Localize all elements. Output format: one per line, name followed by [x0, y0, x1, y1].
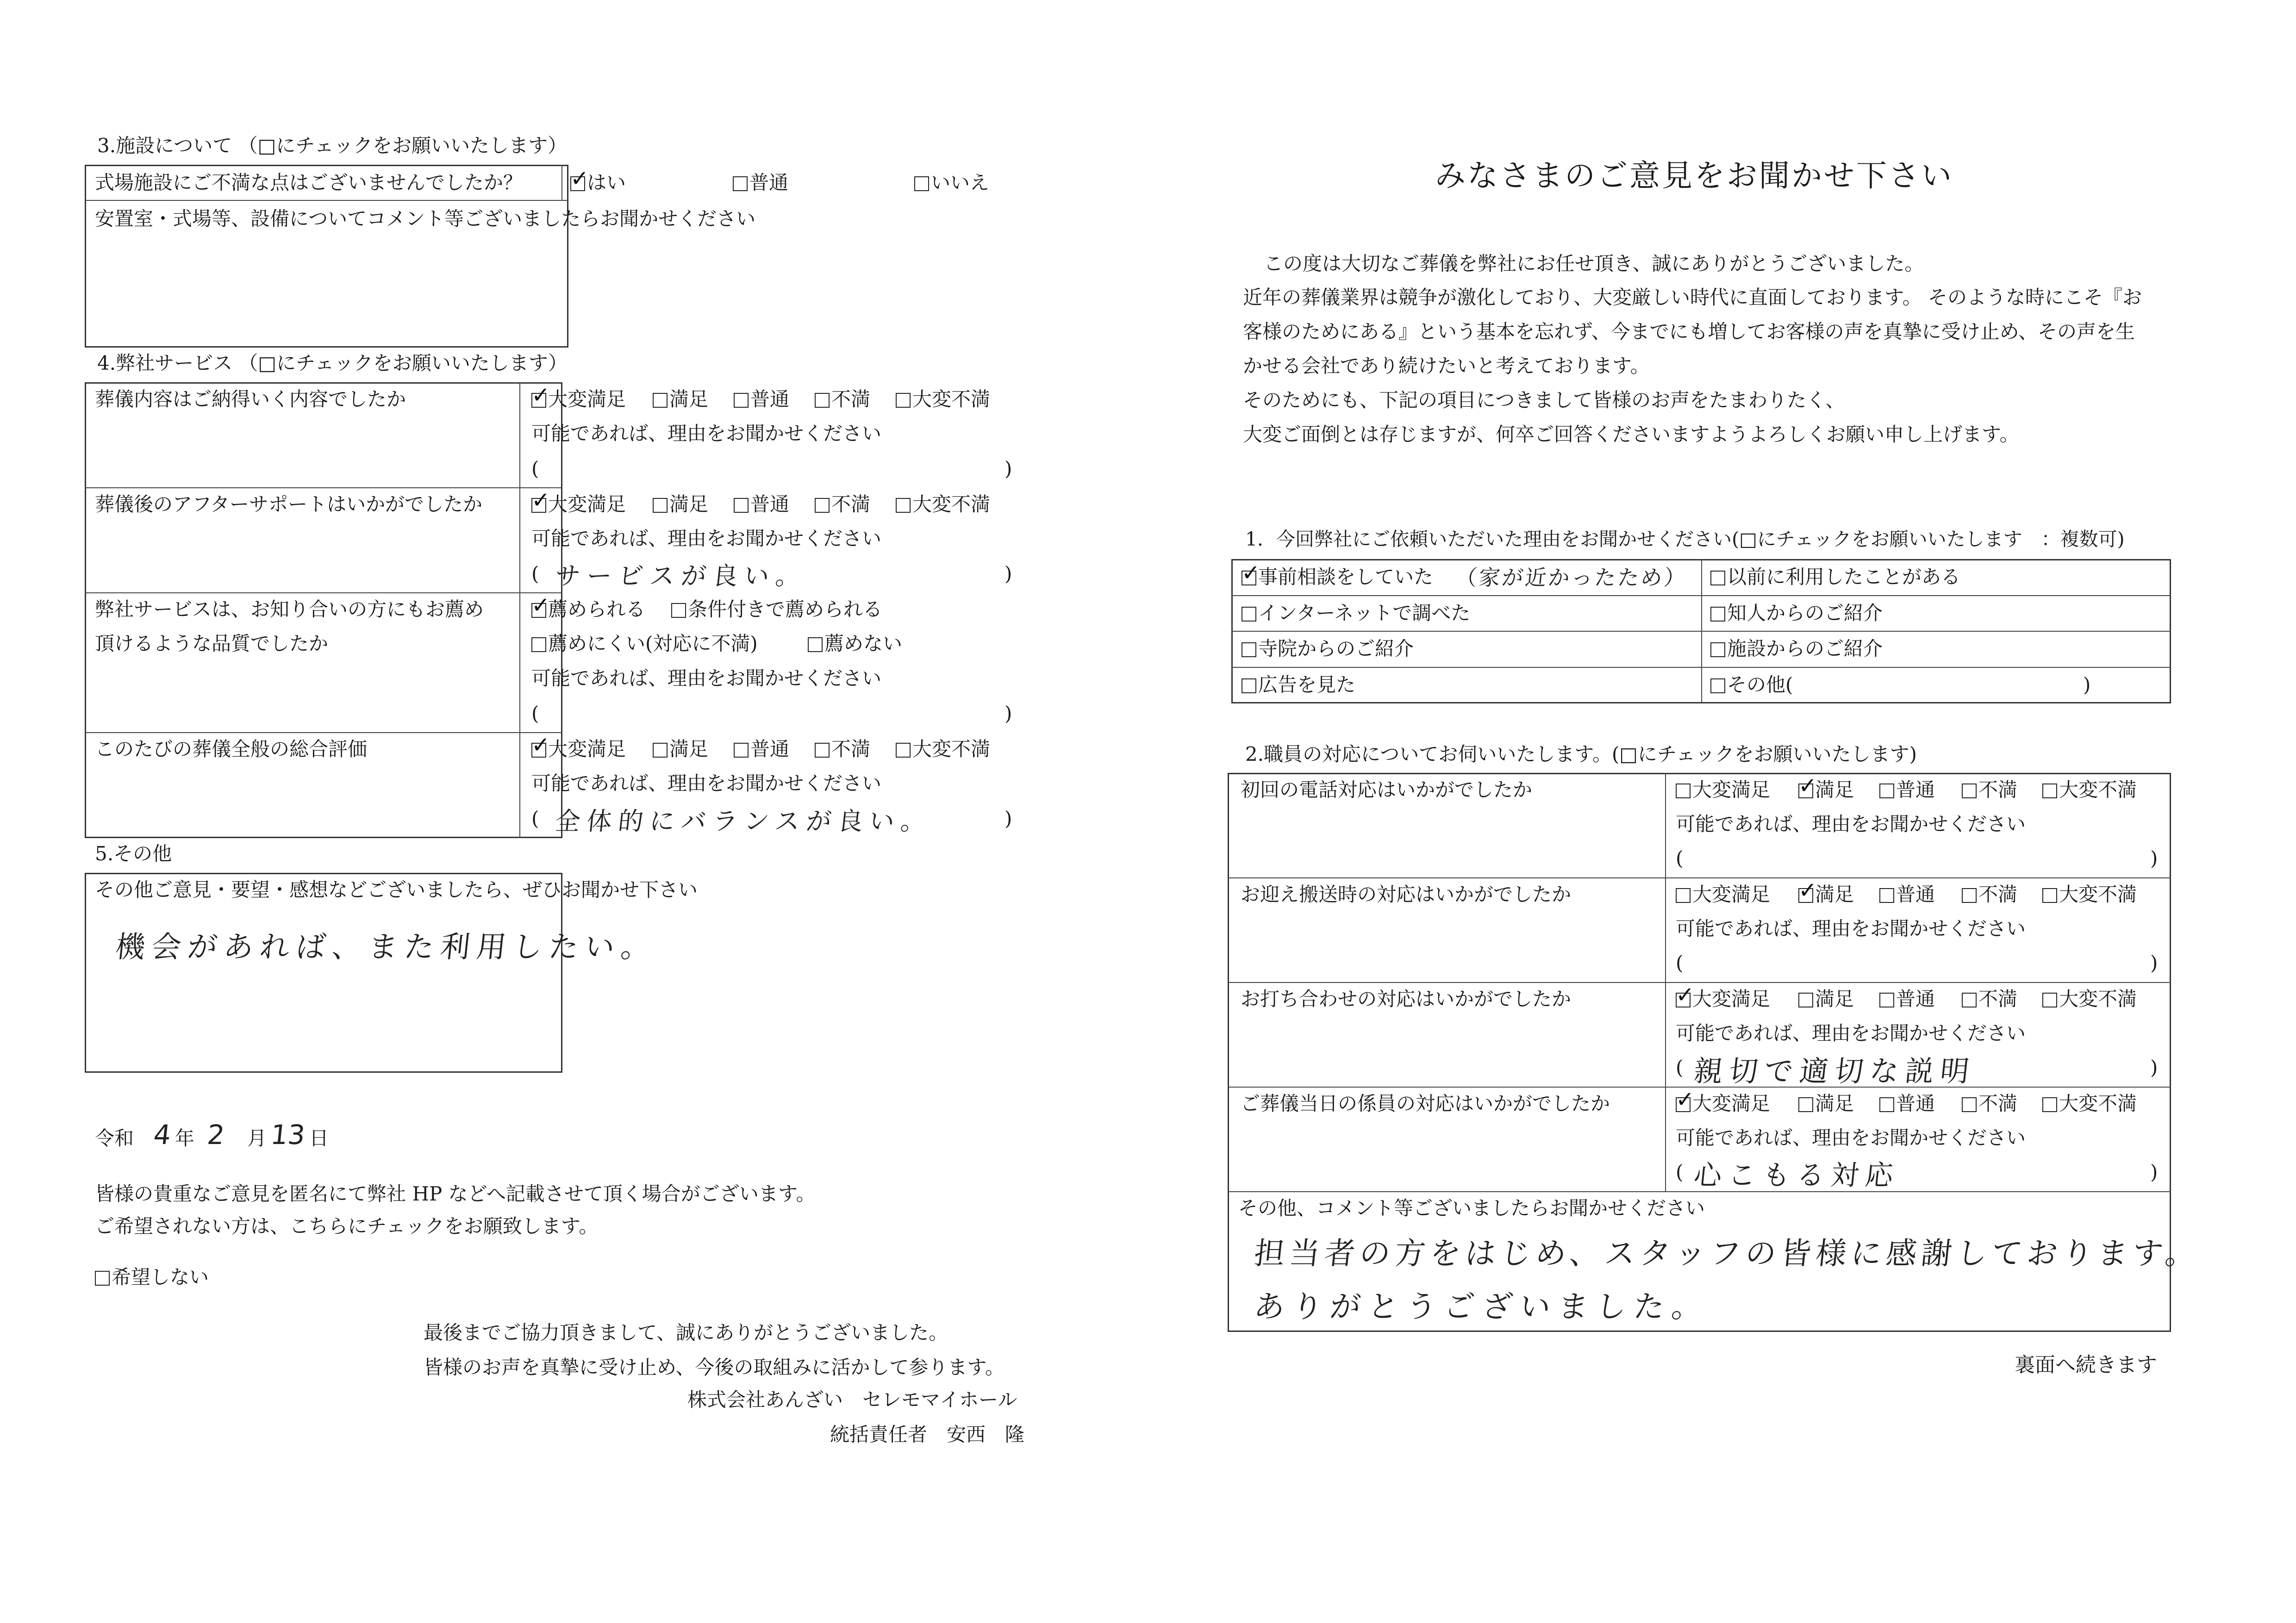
- checkbox-icon[interactable]: [1798, 1097, 1813, 1112]
- checkbox-icon[interactable]: [734, 393, 749, 408]
- sec2-row4-answer[interactable]: 心こもる対応: [1692, 1159, 1902, 1192]
- sec2-row1-opt1[interactable]: 大変満足: [1676, 778, 1770, 802]
- sec2-row4-opt1[interactable]: ✓ 大変満足: [1676, 1092, 1770, 1115]
- close-paren: ): [2150, 847, 2158, 870]
- checkbox-checked-icon[interactable]: [1798, 784, 1813, 798]
- checkbox-icon[interactable]: [1710, 607, 1725, 622]
- sec4-row4-answer[interactable]: 全体的にバランスが良い。: [554, 807, 934, 836]
- checkbox-checked-icon[interactable]: [1676, 993, 1691, 1007]
- checkbox-icon[interactable]: [1962, 888, 1977, 903]
- checkbox-icon[interactable]: [1710, 642, 1725, 657]
- sec2-row3-opt3[interactable]: 普通: [1879, 988, 1935, 1011]
- checkbox-icon[interactable]: [1879, 888, 1894, 903]
- checkbox-icon[interactable]: [653, 743, 668, 758]
- sec1-opt-temple[interactable]: 寺院からのご紹介: [1242, 637, 1414, 660]
- sec1-opt-prior-consult[interactable]: ✓事前相談をしていた: [1242, 566, 1433, 589]
- checkbox-checked-icon[interactable]: [570, 176, 585, 191]
- divider: [85, 200, 568, 201]
- checkbox-icon[interactable]: [1798, 993, 1813, 1007]
- date-year-unit: 年: [175, 1127, 195, 1150]
- checkbox-icon[interactable]: [671, 603, 686, 618]
- sec4-row1-opt4[interactable]: 不満: [815, 388, 870, 411]
- sec4-row4-opt5[interactable]: 大変不満: [896, 738, 990, 761]
- open-paren: (: [1676, 1161, 1684, 1183]
- sec2-row4-reason-prompt: 可能であれば、理由をお聞かせください: [1676, 1126, 2026, 1149]
- sec2-row3-answer[interactable]: 親切で適切な説明: [1692, 1054, 1978, 1088]
- open-paren: (: [531, 562, 539, 585]
- close-paren: ): [1004, 702, 1012, 725]
- sec2-row1-reason-prompt: 可能であれば、理由をお聞かせください: [1676, 813, 2026, 835]
- checkbox-icon[interactable]: [896, 743, 911, 758]
- sec2-heading: 2.職員の対応についてお伺いいたします。(□にチェックをお願いいたします): [1245, 743, 1917, 765]
- sec4-row1-opt2[interactable]: 満足: [653, 388, 708, 411]
- checkbox-checked-icon[interactable]: [531, 393, 546, 408]
- sec4-heading: 4.弊社サービス （□にチェックをお願いいたします）: [97, 352, 568, 374]
- checkbox-icon[interactable]: [734, 743, 749, 758]
- continue-note: 裏面へ続きます: [2015, 1353, 2157, 1377]
- open-paren: (: [1676, 1056, 1684, 1079]
- close-paren: ): [1004, 562, 1012, 585]
- checkbox-icon[interactable]: [896, 498, 911, 513]
- checkbox-icon[interactable]: [1962, 993, 1977, 1007]
- sec2-row1-question: 初回の電話対応はいかがでしたか: [1241, 778, 1533, 801]
- checkbox-icon[interactable]: [733, 176, 748, 191]
- closing-line2: 皆様のお声を真摯に受け止め、今後の取組みに活かして参ります。: [424, 1356, 1004, 1379]
- date-month[interactable]: 2: [206, 1119, 233, 1150]
- checkbox-icon[interactable]: [1710, 571, 1725, 585]
- sec1-opt-acquaintance[interactable]: 知人からのご紹介: [1710, 602, 1883, 625]
- checkbox-icon[interactable]: [1242, 642, 1256, 657]
- checkbox-icon[interactable]: [653, 393, 668, 408]
- sec4-row2-reason-prompt: 可能であれば、理由をお聞かせください: [531, 527, 882, 550]
- sec5-prompt: その他ご意見・要望・感想などございましたら、ぜひお聞かせ下さい: [95, 878, 698, 901]
- sec2-row1-opt4[interactable]: 不満: [1962, 778, 2017, 802]
- sec2-row3-opt5[interactable]: 大変不満: [2042, 988, 2137, 1011]
- checkbox-icon[interactable]: [2042, 1097, 2057, 1112]
- sec5-answer[interactable]: 機会があれば、また利用したい。: [113, 930, 659, 964]
- checkbox-icon[interactable]: [2042, 993, 2057, 1007]
- checkbox-icon[interactable]: [896, 393, 911, 408]
- sec4-row1-opt5[interactable]: 大変不満: [896, 388, 990, 411]
- checkbox-icon[interactable]: [1879, 784, 1894, 798]
- sec4-row4-opt4[interactable]: 不満: [815, 738, 870, 761]
- sec2-row1-opt3[interactable]: 普通: [1879, 778, 1935, 802]
- close-paren: ): [1004, 457, 1012, 480]
- intro-line3: 客様のためにある』という基本を忘れず、今までにも増してお客様の声を真摯に受け止め、その声を生: [1243, 320, 2135, 343]
- notice-line1: 皆様の貴重なご意見を匿名にて弊社 HP などへ記載させて頂く場合がございます。: [95, 1182, 816, 1205]
- sec3-option-normal[interactable]: 普通: [733, 171, 788, 194]
- checkbox-icon[interactable]: [95, 1271, 110, 1286]
- date-day[interactable]: 13: [269, 1119, 307, 1150]
- checkbox-icon[interactable]: [815, 498, 830, 513]
- sec2-row4-opt2[interactable]: 満足: [1798, 1092, 1854, 1115]
- close-paren: ): [2150, 1161, 2158, 1183]
- manager-name: 統括責任者 安西 隆: [830, 1423, 1025, 1446]
- sec2-row2-opt4[interactable]: 不満: [1962, 883, 2017, 906]
- sec4-row4-opt2[interactable]: 満足: [653, 738, 708, 761]
- checkbox-icon[interactable]: [1879, 993, 1894, 1007]
- open-paren: (: [1676, 951, 1684, 974]
- sec2-row3-reason-prompt: 可能であれば、理由をお聞かせください: [1676, 1022, 2026, 1045]
- sec4-row3-reason-prompt: 可能であれば、理由をお聞かせください: [531, 667, 882, 690]
- sec4-row4-question: このたびの葬儀全般の総合評価: [95, 738, 368, 760]
- sec1-heading: 1．今回弊社にご依頼いただいた理由をお聞かせください(□にチェックをお願いいたします ：複数可): [1245, 528, 2125, 550]
- checkbox-icon[interactable]: [914, 176, 929, 191]
- sec2-other-answer-line2[interactable]: ありがとうございました。: [1252, 1289, 1712, 1325]
- sec1-opt-other[interactable]: その他(: [1710, 673, 1793, 696]
- intro-line5: そのためにも、下記の項目につきまして皆様のお声をたまわりたく、: [1243, 389, 1845, 411]
- checkbox-icon[interactable]: [1962, 1097, 1977, 1112]
- sec3-option-no[interactable]: いいえ: [914, 171, 989, 194]
- open-paren: (: [531, 457, 539, 480]
- checkbox-icon[interactable]: [734, 498, 749, 513]
- sec4-row2-question: 葬儀後のアフターサポートはいかがでしたか: [95, 493, 483, 516]
- close-paren: ): [2083, 673, 2091, 696]
- open-paren: (: [531, 702, 539, 725]
- sec1-opt-ad[interactable]: 広告を見た: [1242, 673, 1355, 696]
- sec2-row2-opt3[interactable]: 普通: [1879, 883, 1935, 906]
- intro-line6: 大変ご面倒とは存じますが、何卒ご回答くださいますようよろしくお願い申し上げます。: [1243, 423, 2019, 446]
- sec2-row3-opt4[interactable]: 不満: [1962, 988, 2017, 1011]
- sec1-opt-facility[interactable]: 施設からのご紹介: [1710, 637, 1883, 660]
- intro-line4: かせる会社であり続けたいと考えております。: [1243, 354, 1650, 377]
- open-paren: (: [1676, 847, 1684, 870]
- close-paren: ): [2150, 951, 2158, 974]
- checkbox-checked-icon[interactable]: [531, 498, 546, 513]
- sec4-row2-answer[interactable]: サービスが良い。: [554, 561, 809, 591]
- no-publish-checkbox[interactable]: 希望しない: [95, 1266, 209, 1289]
- sec5-heading: 5.その他: [95, 842, 172, 865]
- checkbox-icon[interactable]: [815, 393, 830, 408]
- sec3-question: 式場施設にご不満な点はございませんでしたか？: [95, 171, 523, 194]
- sec2-row1-opt5[interactable]: 大変不満: [2042, 778, 2137, 802]
- checkbox-icon[interactable]: [2042, 784, 2057, 798]
- sec4-row4-opt1[interactable]: ✓ 大変満足: [531, 738, 626, 761]
- sec4-row2-opt1[interactable]: ✓ 大変満足: [531, 493, 626, 516]
- close-paren: ): [1004, 807, 1012, 830]
- sec1-opt-used-before[interactable]: 以前に利用したことがある: [1710, 566, 1960, 589]
- date-day-unit: 日: [309, 1127, 329, 1150]
- sec1-opt-internet[interactable]: インターネットで調べた: [1242, 602, 1470, 625]
- checkbox-icon[interactable]: [1879, 1097, 1894, 1112]
- date-month-unit: 月: [247, 1127, 267, 1150]
- sec2-row2-opt2[interactable]: ✓ 満足: [1798, 883, 1854, 906]
- checkbox-icon[interactable]: [1242, 678, 1256, 693]
- sec4-row1-reason-prompt: 可能であれば、理由をお聞かせください: [531, 422, 882, 445]
- sec2-other-prompt: その他、コメント等ございましたらお聞かせください: [1238, 1197, 1705, 1219]
- sec2-row3-question: お打ち合わせの対応はいかがでしたか: [1241, 988, 1572, 1010]
- sec2-row4-opt5[interactable]: 大変不満: [2042, 1092, 2137, 1115]
- sec4-row2-opt3[interactable]: 普通: [734, 493, 789, 516]
- checkbox-checked-icon[interactable]: [1242, 571, 1256, 585]
- sec4-row2-opt5[interactable]: 大変不満: [896, 493, 990, 516]
- checkbox-checked-icon[interactable]: [531, 603, 546, 618]
- sec4-row3-opt3[interactable]: 薦めにくい(対応に不満): [531, 632, 758, 655]
- checkbox-icon[interactable]: [531, 637, 546, 652]
- divider: [519, 382, 520, 838]
- sec3-heading: 3.施設について （□にチェックをお願いいたします）: [97, 134, 568, 157]
- intro-line1: この度は大切なご葬儀を弊社にお任せ頂き、誠にありがとうございました。: [1264, 252, 1924, 275]
- sec2-other-answer-line1[interactable]: 担当者の方をはじめ、スタッフの皆様に感謝しております。: [1252, 1236, 2202, 1271]
- sec3-comment-prompt: 安置室・式場等、設備についてコメント等ございましたらお聞かせください: [95, 207, 756, 230]
- notice-line2: ご希望されない方は、こちらにチェックをお願致します。: [95, 1215, 599, 1237]
- checkbox-icon[interactable]: [1962, 784, 1977, 798]
- sec2-row2-opt1[interactable]: 大変満足: [1676, 883, 1770, 906]
- sec4-row4-opt3[interactable]: 普通: [734, 738, 789, 761]
- sec4-row3-opt4[interactable]: 薦めない: [808, 632, 902, 655]
- sec2-row2-question: お迎え搬送時の対応はいかがでしたか: [1241, 883, 1572, 906]
- sec2-row1-opt2[interactable]: ✓ 満足: [1798, 778, 1854, 802]
- sec2-row3-opt1[interactable]: ✓ 大変満足: [1676, 988, 1770, 1011]
- sec5-box: [85, 873, 562, 1073]
- checkbox-checked-icon[interactable]: [531, 743, 546, 758]
- intro-line2: 近年の葬儀業界は競争が激化しており、大変厳しい時代に直面しております。 そのような時にこそ『お: [1243, 286, 2142, 309]
- checkbox-icon[interactable]: [808, 637, 823, 652]
- sec2-row4-opt3[interactable]: 普通: [1879, 1092, 1935, 1115]
- sec4-row3-question-line1: 弊社サービスは、お知り合いの方にもお薦め: [95, 598, 484, 621]
- sec4-row4-reason-prompt: 可能であれば、理由をお聞かせください: [531, 772, 882, 795]
- checkbox-icon[interactable]: [1676, 888, 1691, 903]
- sec4-row3-question-line2: 頂けるような品質でしたか: [95, 632, 329, 655]
- checkbox-icon[interactable]: [653, 498, 668, 513]
- checkbox-icon[interactable]: [815, 743, 830, 758]
- sec1-note[interactable]: （家が近かったため）: [1454, 565, 1689, 590]
- sec4-row1-opt1[interactable]: ✓ 大変満足: [531, 388, 626, 411]
- checkbox-icon[interactable]: [2042, 888, 2057, 903]
- checkbox-icon[interactable]: [1242, 607, 1256, 622]
- checkbox-checked-icon[interactable]: [1798, 888, 1813, 903]
- checkbox-checked-icon[interactable]: [1676, 1097, 1691, 1112]
- sec4-row1-question: 葬儀内容はご納得いく内容でしたか: [95, 388, 406, 410]
- closing-line1: 最後までご協力頂きまして、誠にありがとうございました。: [424, 1321, 948, 1344]
- sec3-option-yes[interactable]: ✓ はい: [570, 171, 626, 194]
- sec2-row4-question: ご葬儀当日の係員の対応はいかがでしたか: [1241, 1092, 1610, 1115]
- sec2-row3-opt2[interactable]: 満足: [1798, 988, 1854, 1011]
- sec2-row2-reason-prompt: 可能であれば、理由をお聞かせください: [1676, 917, 2026, 940]
- sec2-row2-opt5[interactable]: 大変不満: [2042, 883, 2137, 906]
- date-era: 令和: [95, 1127, 134, 1150]
- page-title: みなさまのご意見をお聞かせ下さい: [1435, 158, 1953, 193]
- checkbox-icon[interactable]: [1676, 784, 1691, 798]
- sec4-row1-opt3[interactable]: 普通: [734, 388, 789, 411]
- checkbox-icon[interactable]: [1710, 678, 1725, 693]
- sec2-row4-opt4[interactable]: 不満: [1962, 1092, 2017, 1115]
- company-name: 株式会社あんざい セレモマイホール: [687, 1388, 1017, 1411]
- sec4-row2-opt4[interactable]: 不満: [815, 493, 870, 516]
- sec4-row2-opt2[interactable]: 満足: [653, 493, 708, 516]
- sec4-row3-opt2[interactable]: 条件付きで薦められる: [671, 598, 882, 621]
- sec4-row3-opt1[interactable]: ✓薦められる: [531, 598, 645, 621]
- open-paren: (: [531, 807, 539, 830]
- date-year[interactable]: 4: [152, 1119, 179, 1150]
- close-paren: ): [2150, 1056, 2158, 1079]
